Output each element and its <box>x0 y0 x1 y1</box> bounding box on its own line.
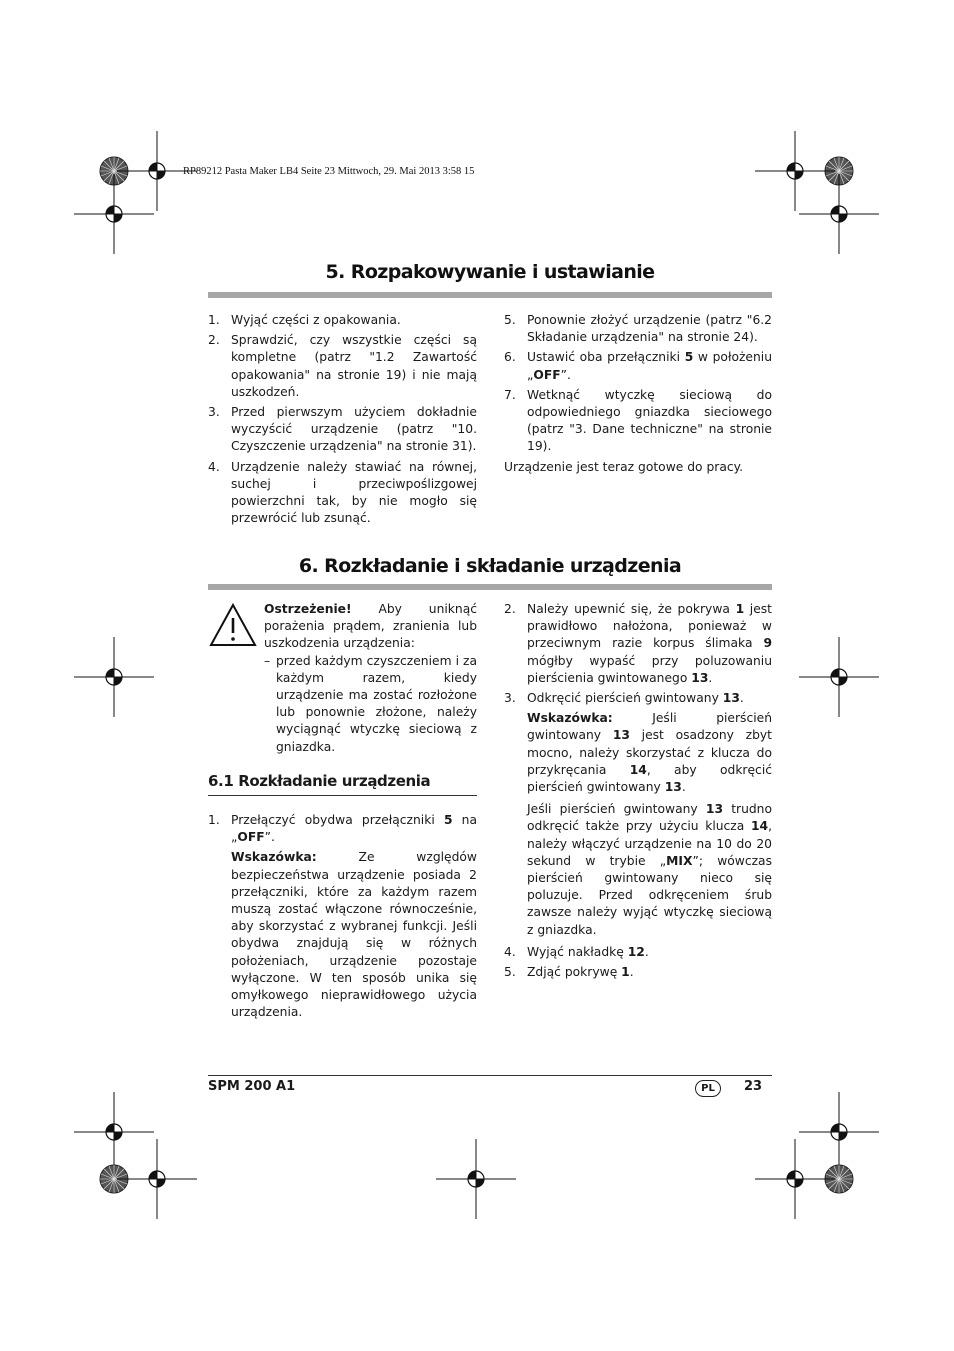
list-item: 1. Wyjąć części z opakowania. <box>208 313 401 327</box>
list-item: 2. Należy upewnić się, że pokrywa 1 jest prawidłowo nałożona, ponieważ w przeciwnym razie korpus ślimaka 9 mógłby wypaść przy poluzowaniu pierścienia gwintowanego 13. <box>504 602 772 685</box>
footer-rule <box>208 1075 772 1076</box>
section-5-title: 5. Rozpakowywanie i ustawianie <box>325 261 655 283</box>
section-5-right-column <box>504 312 772 479</box>
list-item: 4. Urządzenie należy stawiać na równej, suchej i przeciwpoślizgowej powierzchni tak, by nie mogło się przewrócić lub zsunąć. <box>208 459 477 526</box>
section-6-title: 6. Rozkładanie i składanie urządzenia <box>298 555 682 577</box>
warning-text: Aby uniknąć porażenia prądem, zranienia lub uszkodzenia urządzenia: <box>264 602 477 651</box>
list-item: 3. Przed pierwszym użyciem dokładnie wyczyścić urządzenie (patrz "10. Czyszczenie urządzenia" na stronie 31). <box>208 405 477 454</box>
subsection-6-1 <box>208 772 477 796</box>
note-block: Jeśli pierścień gwintowany 13 trudno odkręcić także przy użyciu klucza 14, należy włączyć urządzenie na 10 do 20 sekund w trybie „MIX”; wówczas pierścień gwintowany nieco się poluzuje. Przed odkręceniem śrub zawsze należy wyjąć wtyczkę sieciową z gniazdka. <box>527 802 773 937</box>
ready-text: Urządzenie jest teraz gotowe do pracy. <box>504 459 744 474</box>
list-item: 5. Ponownie złożyć urządzenie (patrz "6.2 Składanie urządzenia" na stronie 24). <box>504 313 772 345</box>
list-item: 2. Sprawdzić, czy wszystkie części są kompletne (patrz "1.2 Zawartość opakowania" na stronie 19) i nie mają uszkodzeń. <box>208 333 477 399</box>
section-6-left-column <box>208 812 477 1026</box>
list-item: 6. Ustawić oba przełączniki 5 w położeniu „OFF”. <box>504 350 772 382</box>
warning-label: Ostrzeżenie! <box>264 602 352 616</box>
list-item: 7. Wetknąć wtyczkę sieciową do odpowiedniego gniazdka sieciowego (patrz "3. Dane techniczne" na stronie 19). <box>504 387 772 454</box>
list-item: 5. Zdjąć pokrywę 1. <box>504 965 634 980</box>
page-number: 23 <box>744 1079 763 1094</box>
list-item: 1. Przełączyć obydwa przełączniki 5 na „OFF”. <box>208 813 477 845</box>
print-header: RP89212 Pasta Maker LB4 Seite 23 Mittwoch, 29. Mai 2013 3:58 15 <box>183 166 475 177</box>
list-item: 4. Wyjąć nakładkę 12. <box>504 944 649 959</box>
section-5-left-column <box>208 312 477 530</box>
note-block: Wskazówka: Jeśli pierścień gwintowany 13 jest osadzony zbyt mocno, należy skorzystać z klucza do przykręcania 14, aby odkręcić pierścień gwintowany 13. <box>527 711 772 795</box>
warning-bullet: – przed każdym czyszczeniem i za każdym razem, kiedy urządzenie ma zostać rozłożone lub ponownie złożone, należy wyciągnąć wtyczkę sieciową z gniazdka. <box>264 653 477 754</box>
section-5-rule <box>208 292 772 298</box>
subsection-6-1-title: 6.1 Rozkładanie urządzenia <box>208 772 431 790</box>
section-6-right-column <box>504 601 772 984</box>
language-badge: PL <box>695 1080 721 1097</box>
note-block: Wskazówka: Ze względów bezpieczeństwa urządzenie posiada 2 przełączniki, które za każdym razem muszą zostać włączone równocześnie, aby skorzystać z wybranej funkcji. Jeśli obydwa znajdują się w różnych położeniach, urządzenie pozostaje wyłączone. W ten sposób unika się omyłkowego nieprawidłowego użycia urządzenia. <box>231 850 477 1020</box>
warning-block <box>264 601 477 756</box>
section-6-rule <box>208 584 772 590</box>
subsection-rule <box>208 795 477 796</box>
warning-icon <box>209 602 257 648</box>
list-item: 3. Odkręcić pierścień gwintowany 13. <box>504 691 744 706</box>
footer-model: SPM 200 A1 <box>208 1079 296 1094</box>
